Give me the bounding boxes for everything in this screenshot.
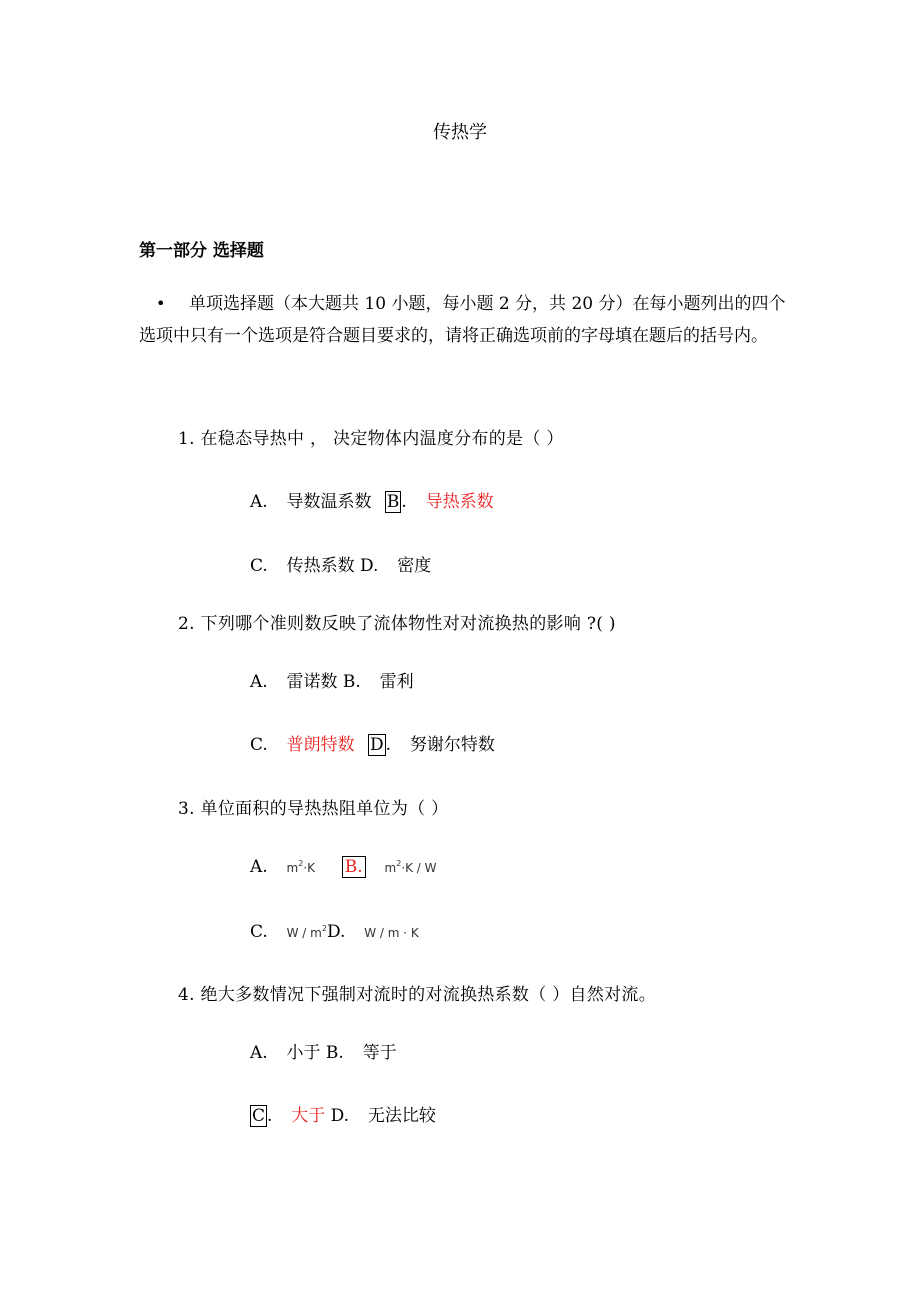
option-a-text: 小于 — [286, 1043, 321, 1063]
option-a-label: A. — [250, 1043, 268, 1063]
question-1-stem: 1. 在稳态导热中 ， 决定物体内温度分布的是（ ） — [178, 429, 564, 449]
option-d-unit: W / m · K — [364, 926, 419, 940]
option-b-text: 雷利 — [379, 672, 414, 692]
question-4-stem: 4. 绝大多数情况下强制对流时的对流换热系数（ ）自然对流。 — [178, 985, 657, 1005]
option-a-label: A. — [250, 672, 268, 692]
option-b-marker: B — [386, 492, 400, 512]
option-c-unit-pre: W / m — [286, 926, 322, 940]
option-d-dot: . — [385, 735, 392, 755]
section-heading: 第一部分 选择题 — [139, 241, 264, 261]
option-c-marker: C — [252, 1106, 266, 1126]
question-1-options-row-1 — [250, 487, 494, 512]
question-3-options-row-2 — [250, 922, 419, 942]
option-a-unit-sup: 2 — [298, 859, 304, 868]
option-d-text: 密度 — [397, 556, 432, 576]
option-b-text: 等于 — [362, 1043, 397, 1063]
option-b-label: B. — [342, 672, 361, 692]
option-a-unit — [287, 861, 315, 875]
option-b-dot: . — [401, 492, 407, 512]
question-3-stem: 3. 单位面积的导热热阻单位为（ ） — [178, 799, 449, 819]
option-c-label: C. — [250, 735, 268, 755]
option-d-text: 努谢尔特数 — [409, 735, 495, 755]
option-c-unit-sup: 2 — [321, 924, 327, 933]
option-c-text-answer: 普朗特数 — [286, 735, 355, 755]
option-c-unit — [287, 926, 327, 940]
option-a-unit-rest: ·K — [303, 861, 315, 875]
option-a-label: A. — [250, 492, 268, 512]
bullet-icon: • — [156, 294, 166, 313]
question-4-options-row-2 — [250, 1101, 436, 1126]
question-3-options-row-1 — [250, 857, 437, 877]
option-b-unit-sup: 2 — [396, 859, 402, 868]
option-d-text: 无法比较 — [367, 1106, 436, 1126]
question-2-stem: 2. 下列哪个准则数反映了流体物性对对流换热的影响 ?( ) — [178, 614, 616, 634]
option-c-text-answer: 大于 — [291, 1106, 326, 1126]
option-c-label: C. — [250, 922, 268, 942]
option-d-label: D. — [360, 556, 379, 576]
option-a-text: 雷诺数 — [286, 672, 338, 692]
option-a-label: A. — [250, 857, 268, 877]
option-c-text: 传热系数 — [286, 556, 355, 576]
option-c-label: C. — [250, 556, 268, 576]
option-c-dot: . — [267, 1106, 273, 1126]
page-title: 传热学 — [433, 122, 487, 143]
option-d-label: D. — [330, 1106, 350, 1126]
option-b-unit-rest: ·K / W — [401, 861, 437, 875]
option-b-unit — [385, 861, 437, 875]
option-d-marker: D — [370, 735, 384, 755]
option-a-text: 导数温系数 — [286, 492, 372, 512]
option-b-unit-m: m — [384, 861, 397, 875]
instructions-paragraph: 单项选择题（本大题共 10 小题，每小题 2 分，共 20 分）在每小题列出的四个选项中只有一个选项是符合题目要求的，请将正确选项前的字母填在题后的括号内。 — [139, 294, 786, 346]
option-b-text-answer: 导热系数 — [425, 492, 494, 512]
question-4-options-row-1 — [250, 1038, 397, 1063]
question-1-options-row-2 — [250, 551, 431, 576]
question-2-options-row-1 — [250, 667, 414, 692]
option-b-marker-answer: B. — [342, 856, 366, 878]
option-a-unit-m: m — [286, 861, 299, 875]
option-b-label: B. — [325, 1043, 344, 1063]
option-d-label: D. — [326, 922, 346, 942]
question-2-options-row-2 — [250, 730, 495, 755]
